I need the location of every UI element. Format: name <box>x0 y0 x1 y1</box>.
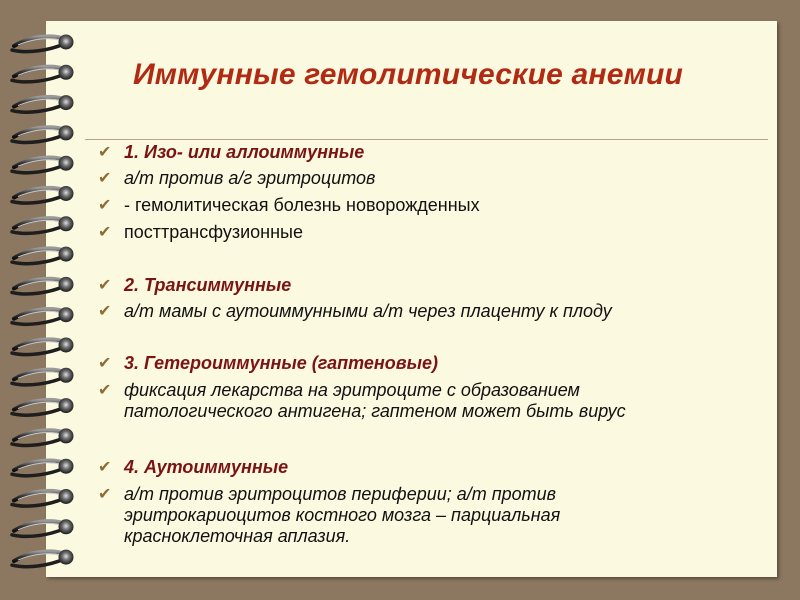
spiral-ring-icon <box>12 247 74 264</box>
spiral-ring-icon <box>12 307 74 324</box>
spiral-ring-icon <box>12 216 74 233</box>
list-item-text: - гемолитическая болезнь новорожденных <box>124 195 480 215</box>
spiral-ring-icon <box>12 125 74 142</box>
checkmark-icon: ✔ <box>98 382 112 399</box>
spiral-ring-icon <box>12 459 74 476</box>
spiral-ring-icon <box>12 277 74 294</box>
spiral-ring-icon <box>12 95 74 112</box>
spiral-ring-icon <box>12 428 74 445</box>
spiral-ring-icon <box>12 489 74 506</box>
list-item-text: а/т мамы с аутоиммунными а/т через плаценту к плоду <box>124 301 612 321</box>
list-item-text: 3. Гетероиммунные (гаптеновые) <box>124 353 438 373</box>
spiral-ring-icon <box>12 519 74 536</box>
checkmark-icon: ✔ <box>98 459 112 476</box>
checkmark-icon: ✔ <box>98 170 112 187</box>
checkmark-icon: ✔ <box>98 224 112 241</box>
checkmark-icon: ✔ <box>98 144 112 161</box>
list-item-text: 1. Изо- или аллоиммунные <box>124 142 365 162</box>
checkmark-icon: ✔ <box>98 355 112 372</box>
list-item-text: 4. Аутоиммунные <box>124 457 289 477</box>
spiral-ring-icon <box>12 338 74 355</box>
slide-title: Иммунные гемолитические анемии <box>132 58 684 91</box>
spiral-ring-icon <box>12 368 74 385</box>
list-item-text: фиксация лекарства на эритроците с образованием патологического антигена; гаптеном может быть вирус <box>124 380 626 421</box>
title-divider <box>85 139 768 140</box>
spiral-ring-icon <box>12 186 74 203</box>
spiral-ring-icon <box>12 550 74 567</box>
list-item-text: а/т против а/г эритроцитов <box>124 168 376 188</box>
checkmark-icon: ✔ <box>98 303 112 320</box>
spiral-ring-icon <box>12 156 74 173</box>
spiral-ring-icon <box>12 398 74 415</box>
spiral-ring-icon <box>12 35 74 52</box>
checkmark-icon: ✔ <box>98 486 112 503</box>
list-item-text: посттрансфузионные <box>124 222 303 242</box>
list-item-text: 2. Трансиммунные <box>124 275 292 295</box>
list-item-text: а/т против эритроцитов периферии; а/т против эритрокариоцитов костного мозга – парциальная красноклеточная аплазия. <box>124 484 561 546</box>
checkmark-icon: ✔ <box>98 277 112 294</box>
checkmark-icon: ✔ <box>98 197 112 214</box>
